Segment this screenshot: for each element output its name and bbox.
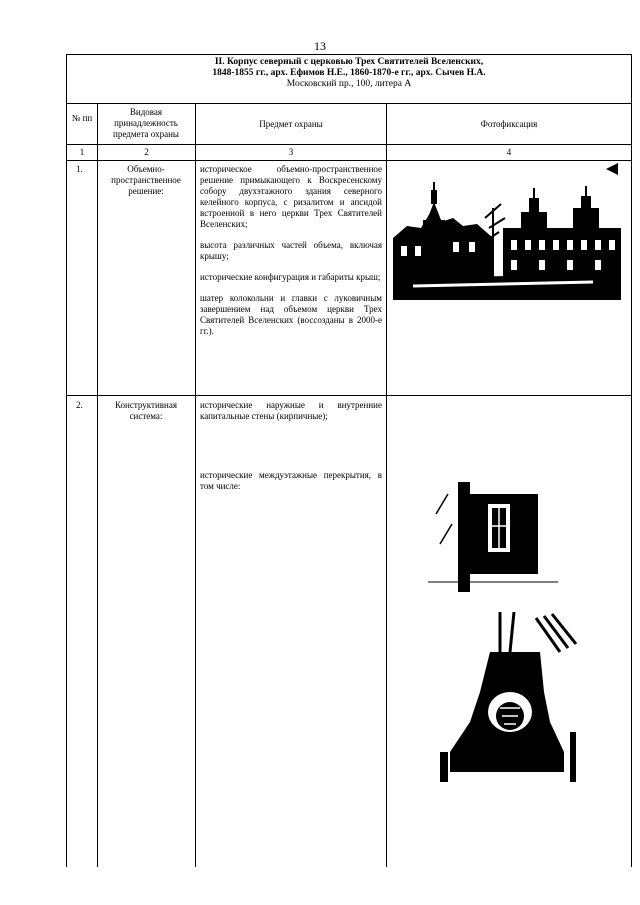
row1-item-4: шатер колокольни и главки с луковичным завершением над объемом церкви Трех Святителей Вселенских (воссозданы в 2000-е гг.). — [200, 293, 382, 336]
row1-num: 1. — [76, 164, 83, 174]
triangle-marker-icon — [606, 163, 618, 175]
row1-item-1: историческое объемно-пространственное решение примыкающего к Воскресенскому собору двухэтажного здания северного келейного корпуса, с ризалитом и апсидой встроенной в него церкви Трех Святителей Вселенских; — [200, 164, 382, 229]
row2-kind: Конструктивная система: — [115, 400, 177, 421]
header-num: № пп — [71, 113, 93, 123]
row2-item-1: исторические наружные и внутренние капитальные стены (кирпичные); — [200, 400, 382, 421]
row1-kind: Объемно-пространственное решение: — [111, 164, 181, 196]
header-photo: Фотофиксация — [480, 119, 538, 129]
section-title-line2: 1848-1855 гг., арх. Ефимов Н.Е., 1860-1870-е гг., арх. Сычев Н.А. — [212, 68, 486, 78]
col-number-1: 1 — [79, 147, 85, 157]
row1-item-2: высота различных частей объема, включая крышу; — [200, 240, 382, 261]
section-title-line1: II. Корпус северный с церковью Трех Святителей Вселенских, — [214, 57, 484, 67]
col-number-2: 2 — [144, 147, 149, 157]
section-title — [66, 57, 632, 90]
col-number-4: 4 — [506, 147, 512, 157]
section-address: Московский пр., 100, литера А — [286, 79, 412, 89]
row2-num: 2. — [76, 400, 83, 410]
page-number: 13 — [314, 39, 326, 53]
row1-items — [200, 164, 382, 347]
church-building-photo — [393, 178, 621, 300]
interior-ceiling-photo — [440, 612, 580, 782]
header-kind: Видовая принадлежность предмета охраны — [113, 107, 179, 139]
row1-item-3: исторические конфигурация и габариты крыш; — [200, 272, 381, 282]
col-number-3: 3 — [288, 147, 294, 157]
interior-vault-photo — [428, 454, 558, 604]
header-subject: Предмет охраны — [259, 119, 323, 129]
row2-item-2: исторические междуэтажные перекрытия, в том числе: — [200, 470, 382, 491]
